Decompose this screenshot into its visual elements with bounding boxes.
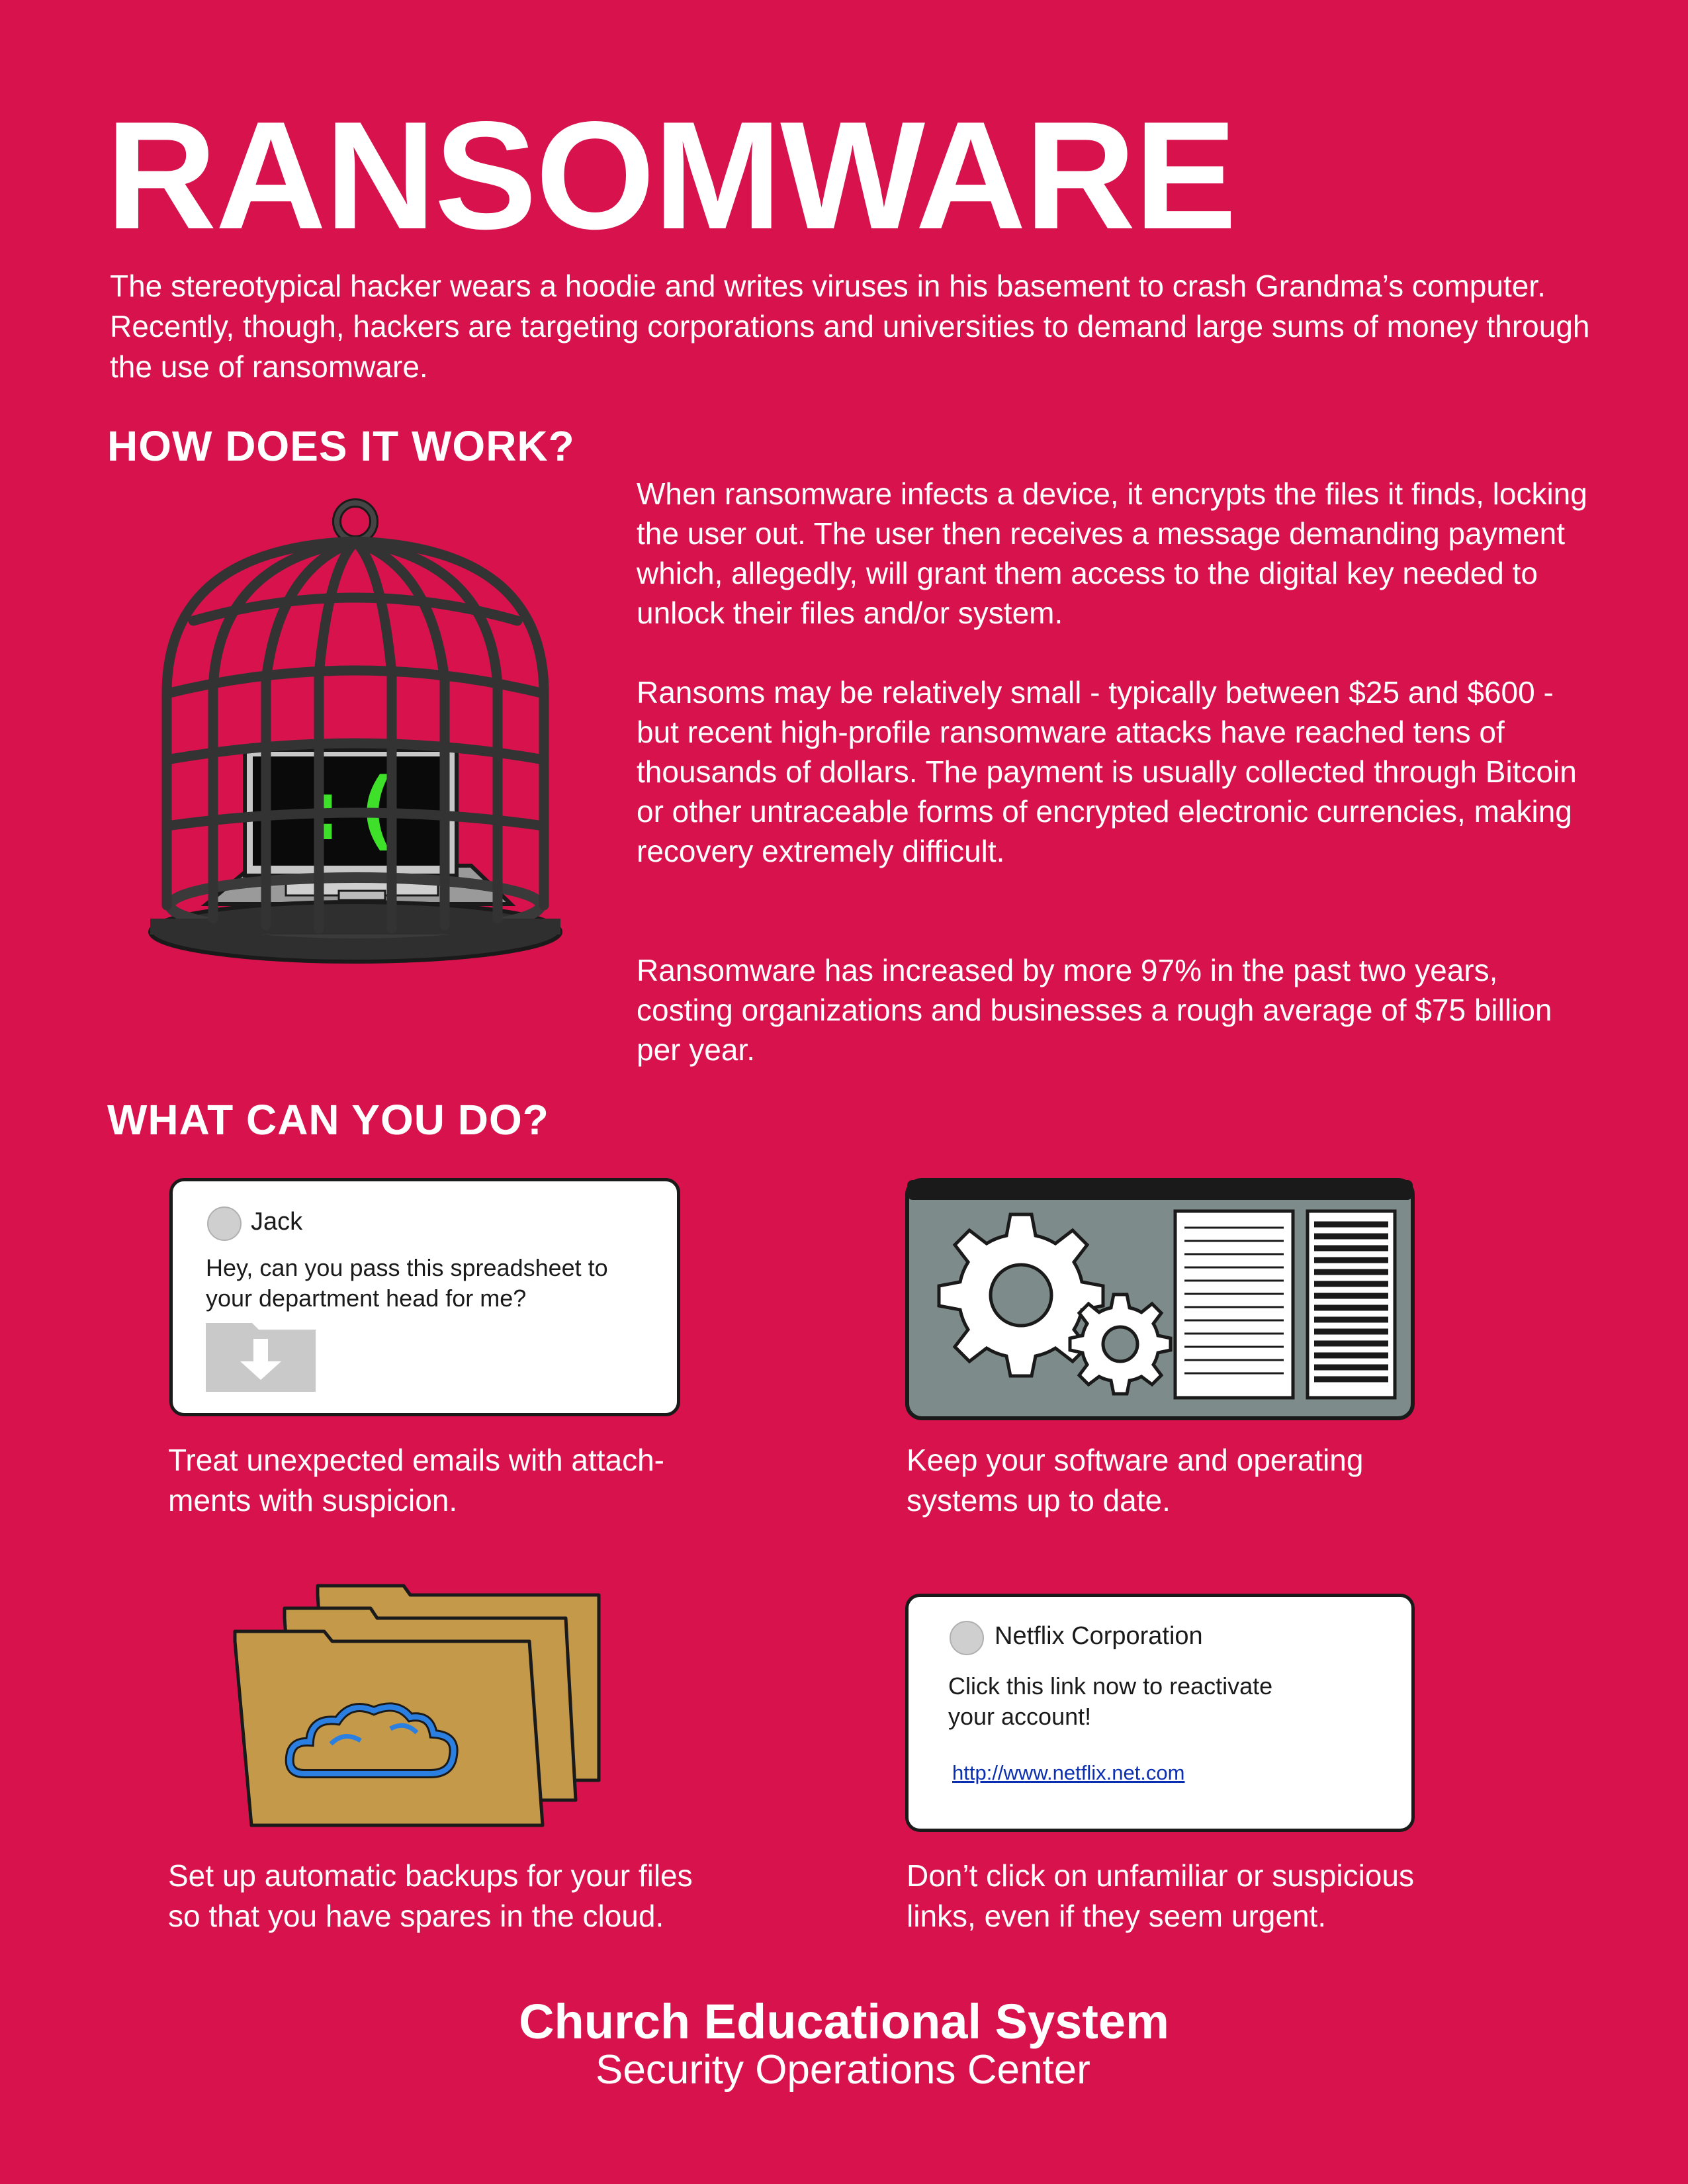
- how-paragraph-2: Ransoms may be relatively small - typically between $25 and $600 - but recent high-profile ransomware attacks have reached tens of thousands of dollars. The payment is usually collected through Bitcoin or other untraceable forms of encrypted electronic currencies, making recovery extremely difficult.: [637, 675, 1577, 868]
- what-heading: WHAT CAN YOU DO?: [107, 1096, 549, 1144]
- how-paragraph-3: Ransomware has increased by more 97% in the past two years, costing organizations and businesses a rough average of $75 billion per year.: [637, 953, 1552, 1067]
- suspicious-link[interactable]: http://www.netflix.net.com: [952, 1761, 1185, 1784]
- birdcage-laptop-icon: [140, 495, 570, 966]
- how-heading: HOW DOES IT WORK?: [107, 422, 575, 470]
- phishing-email-card: [905, 1594, 1415, 1832]
- software-update-icon: [905, 1178, 1415, 1420]
- backup-folders-icon: [232, 1582, 609, 1833]
- page-title: RANSOMWARE: [106, 90, 1236, 261]
- footer-dept: Security Operations Center: [596, 2047, 1090, 2093]
- how-paragraph-1: When ransomware infects a device, it encrypts the files it finds, locking the user out. The user then receives a message demanding payment which, allegedly, will grant them access to the digital key needed to unlock their files and/or system.: [637, 477, 1587, 630]
- intro-paragraph: The stereotypical hacker wears a hoodie and writes viruses in his basement to crash Grandma’s computer. Recently, though, hackers are targeting corporations and universities to demand large sums of money through the use of ransomware.: [110, 269, 1590, 384]
- phishing-message: Click this link now to reactivate your account!: [948, 1672, 1273, 1730]
- avatar: [207, 1206, 242, 1241]
- file-download-icon[interactable]: [206, 1323, 316, 1392]
- footer-org: Church Educational System: [519, 1994, 1169, 2049]
- tip-links: Don’t click on unfamiliar or suspicious links, even if they seem urgent.: [907, 1858, 1414, 1933]
- tip-updates: Keep your software and operating systems up to date.: [907, 1443, 1364, 1518]
- email-card: [169, 1178, 680, 1416]
- tip-backups: Set up automatic backups for your files so that you have spares in the cloud.: [168, 1858, 693, 1933]
- sender-name: Netflix Corporation: [995, 1622, 1203, 1650]
- email-message: Hey, can you pass this spreadsheet to your department head for me?: [206, 1254, 608, 1312]
- sad-face-text: :(: [298, 759, 403, 860]
- sender-name: Jack: [251, 1208, 303, 1236]
- avatar: [950, 1621, 984, 1655]
- tip-emails: Treat unexpected emails with attach- ments with suspicion.: [168, 1443, 664, 1518]
